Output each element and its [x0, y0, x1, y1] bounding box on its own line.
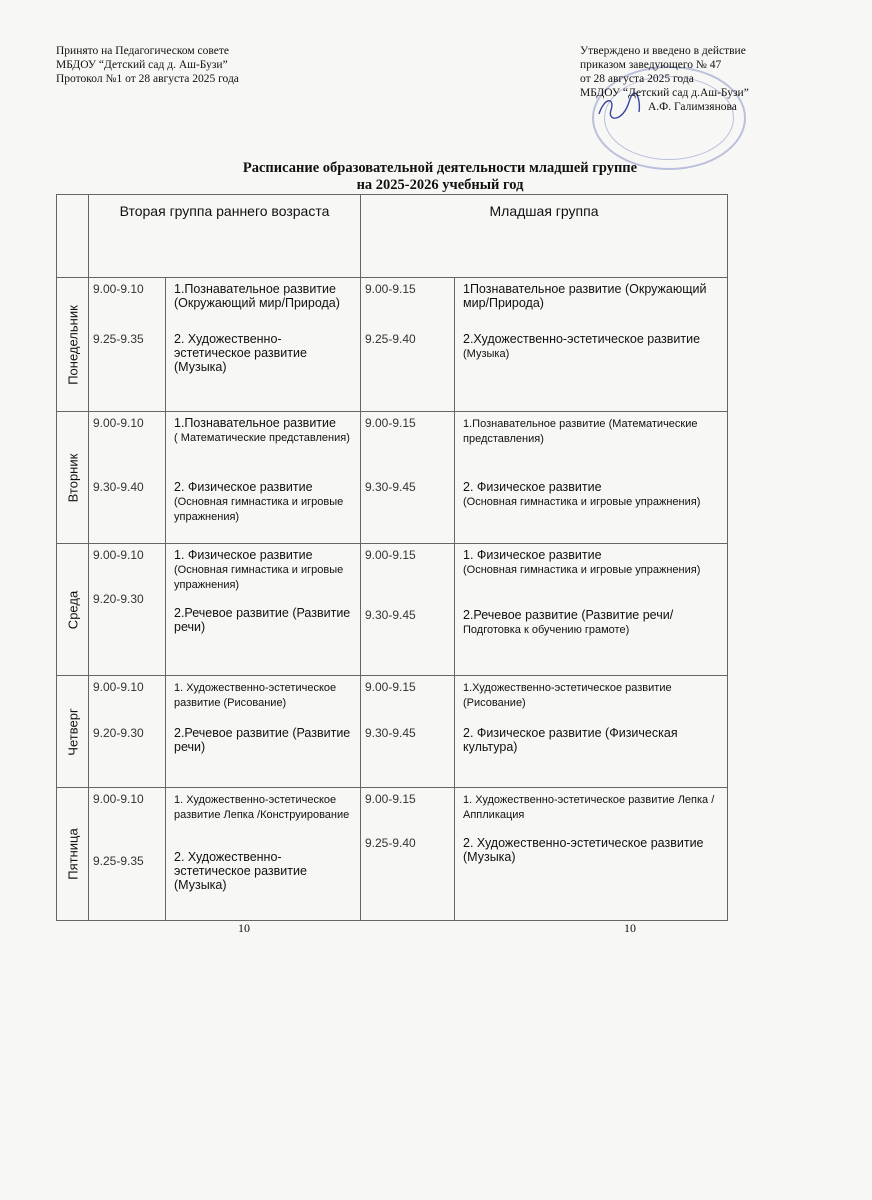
- activity: 2.Художественно-эстетическое развитие (Музыка): [463, 332, 701, 360]
- group-header-row: [57, 195, 728, 278]
- activity: 2. Физическое развитие (Основная гимнастика и игровые упражнения): [174, 480, 344, 523]
- activity: 1Познавательное развитие (Окружающий мир/Природа): [463, 282, 707, 310]
- time-slot: 9.00-9.10: [93, 416, 144, 430]
- g1-times: [89, 788, 166, 921]
- group-2-header: Младшая группа: [361, 195, 728, 278]
- day-cell: [57, 544, 89, 676]
- time-slot: 9.25-9.35: [93, 854, 144, 868]
- table-row: [57, 544, 728, 676]
- time-slot: 9.00-9.10: [93, 548, 144, 562]
- activity: 1. Физическое развитие (Основная гимнастика и игровые упражнения): [463, 548, 701, 576]
- director-name: А.Ф. Галимзянова: [648, 101, 737, 113]
- time-slot: 9.30-9.45: [365, 726, 416, 740]
- time-slot: 9.00-9.15: [365, 416, 416, 430]
- time-slot: 9.00-9.10: [93, 282, 144, 296]
- g2-activities: [455, 788, 728, 921]
- day-label: Четверг: [65, 707, 80, 756]
- day-label: Пятница: [65, 828, 80, 880]
- day-label: Понедельник: [65, 304, 80, 385]
- approval-line-2: МБДОУ “Детский сад д. Аш-Бузи”: [56, 59, 228, 71]
- group-1-count: 10: [238, 921, 250, 935]
- time-slot: 9.25-9.40: [365, 836, 416, 850]
- activity: 2. Художественно-эстетическое развитие (Музыка): [463, 836, 704, 864]
- g1-activities: [166, 544, 361, 676]
- time-slot: 9.00-9.10: [93, 792, 144, 806]
- approval-line-3: Протокол №1 от 28 августа 2025 года: [56, 73, 239, 85]
- g1-activities: [166, 412, 361, 544]
- time-slot: 9.20-9.30: [93, 726, 144, 740]
- activity: 2. Художественно-эстетическое развитие (Музыка): [174, 332, 307, 374]
- schedule-table: [56, 194, 728, 921]
- g2-times: [361, 676, 455, 788]
- activity: 1. Художественно-эстетическое развитие Лепка /Аппликация: [463, 794, 715, 821]
- approval-line-1: Принято на Педагогическом совете: [56, 45, 229, 57]
- time-slot: 9.00-9.15: [365, 282, 416, 296]
- activity: 2.Речевое развитие (Развитие речи): [174, 606, 351, 634]
- time-slot: 9.25-9.40: [365, 332, 416, 346]
- time-slot: 9.20-9.30: [93, 592, 144, 606]
- approved-line-4: МБДОУ “Детский сад д.Аш-Бузи”: [580, 87, 749, 99]
- activity: 1. Физическое развитие (Основная гимнастика и игровые упражнения): [174, 548, 344, 591]
- document-subtitle: на 2025-2026 учебный год: [356, 177, 524, 193]
- approved-block: [580, 44, 749, 114]
- g2-activities: [455, 278, 728, 412]
- day-cell: [57, 278, 89, 412]
- activity: 2.Речевое развитие (Развитие речи/ Подготовка к обучению грамоте): [463, 608, 674, 636]
- g1-activities: [166, 278, 361, 412]
- g2-times: [361, 412, 455, 544]
- activity: 2. Физическое развитие (Основная гимнастика и игровые упражнения): [463, 480, 701, 508]
- g1-times: [89, 676, 166, 788]
- g2-activities: [455, 544, 728, 676]
- document-title: Расписание образовательной деятельности младшей группе: [242, 160, 638, 176]
- group-2-count: 10: [624, 921, 636, 935]
- time-slot: 9.30-9.45: [365, 608, 416, 622]
- time-slot: 9.00-9.10: [93, 680, 144, 694]
- activity: 2. Физическое развитие (Физическая культура): [463, 726, 678, 754]
- group-1-header: Вторая группа раннего возраста: [89, 195, 361, 278]
- g1-times: [89, 544, 166, 676]
- g2-activities: [455, 412, 728, 544]
- approved-line-3: от 28 августа 2025 года: [580, 73, 694, 85]
- activity: 1.Познавательное развитие (Окружающий мир/Природа): [174, 282, 340, 310]
- table-row: [57, 676, 728, 788]
- g1-times: [89, 278, 166, 412]
- activity: 1. Художественно-эстетическое развитие Лепка /Конструирование: [174, 794, 350, 821]
- activity: 1.Художественно-эстетическое развитие (Рисование): [463, 682, 672, 709]
- activity: 2. Художественно-эстетическое развитие (Музыка): [174, 850, 307, 892]
- table-row: [57, 278, 728, 412]
- time-slot: 9.00-9.15: [365, 680, 416, 694]
- approved-line-2: приказом заведующего № 47: [580, 59, 722, 71]
- g1-activities: [166, 788, 361, 921]
- activity: 2.Речевое развитие (Развитие речи): [174, 726, 351, 754]
- day-cell: [57, 788, 89, 921]
- time-slot: 9.00-9.15: [365, 548, 416, 562]
- g1-activities: [166, 676, 361, 788]
- g2-times: [361, 544, 455, 676]
- table-row: [57, 788, 728, 921]
- approval-block: [56, 44, 239, 86]
- approved-line-1: Утверждено и введено в действие: [580, 45, 746, 57]
- time-slot: 9.30-9.40: [93, 480, 144, 494]
- g1-times: [89, 412, 166, 544]
- day-label: Вторник: [65, 453, 80, 502]
- day-cell: [57, 676, 89, 788]
- activity: 1.Познавательное развитие (Математические представления): [463, 418, 698, 445]
- time-slot: 9.25-9.35: [93, 332, 144, 346]
- time-slot: 9.30-9.45: [365, 480, 416, 494]
- day-label: Среда: [65, 590, 80, 629]
- g2-times: [361, 278, 455, 412]
- table-row: [57, 412, 728, 544]
- time-slot: 9.00-9.15: [365, 792, 416, 806]
- g2-activities: [455, 676, 728, 788]
- activity: 1. Художественно-эстетическое развитие (Рисование): [174, 682, 337, 709]
- activity: 1.Познавательное развитие ( Математические представления): [174, 416, 350, 444]
- corner-cell: [57, 195, 89, 278]
- g2-times: [361, 788, 455, 921]
- day-cell: [57, 412, 89, 544]
